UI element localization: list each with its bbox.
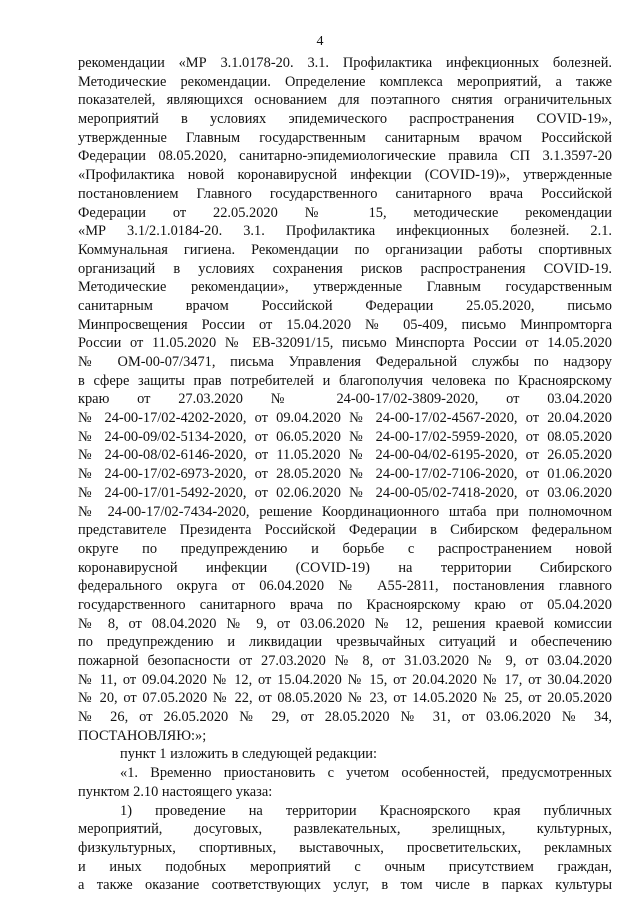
text-line: № 24-00-09/02-5134-2020, от 06.05.2020 № 24-00-17/02-5959-2020, от 08.05.2020 xyxy=(78,428,612,445)
text-line: и иных подобных мероприятий с очным присутствием граждан, xyxy=(78,858,612,875)
text-line: Коммунальная гигиена. Рекомендации по организации работы спортивных xyxy=(78,241,612,258)
text-line: мероприятий в условиях эпидемического распространения COVID-19», xyxy=(78,111,612,128)
text-line: № 8, от 08.04.2020 № 9, от 03.06.2020 № 12, решения краевой комиссии xyxy=(78,615,612,632)
text-line: федерального округа от 06.04.2020 № А55-2811, постановления главного xyxy=(78,578,612,595)
text-line: России от 11.05.2020 № ЕВ-32091/15, письмо Минспорта России от 14.05.2020 xyxy=(78,335,612,352)
text-line: «1. Временно приостановить с учетом особенностей, предусмотренных xyxy=(120,765,612,782)
text-line: организаций в условиях сохранения рисков распространения COVID-19. xyxy=(78,260,612,277)
text-line: представителе Президента Российской Федерации в Сибирском федеральном xyxy=(78,522,612,539)
text-line: округе по предупреждению и борьбе с распространением новой xyxy=(78,540,612,557)
text-line: государственного санитарного врача по Красноярскому краю от 05.04.2020 xyxy=(78,596,612,613)
document-body xyxy=(78,54,612,895)
text-line: утвержденные Главным государственным санитарным врачом Российской xyxy=(78,129,612,146)
text-line: «Профилактика новой коронавирусной инфекции (COVID-19)», утвержденные xyxy=(78,167,612,184)
text-line: рекомендации «МР 3.1.0178-20. 3.1. Профилактика инфекционных болезней. xyxy=(78,55,612,71)
text-line: пунктом 2.10 настоящего указа: xyxy=(78,783,273,800)
text-line: коронавирусной инфекции (COVID-19) на территории Сибирского xyxy=(78,559,612,576)
text-line: физкультурных, спортивных, выставочных, просветительских, рекламных xyxy=(78,839,612,856)
text-line: № 26, от 26.05.2020 № 29, от 28.05.2020 № 31, от 03.06.2020 № 34, xyxy=(78,709,612,726)
text-line: постановлением Главного государственного санитарного врача Российской xyxy=(78,185,612,202)
text-line: № 20, от 07.05.2020 № 22, от 08.05.2020 № 23, от 14.05.2020 № 25, от 20.05.2020 xyxy=(78,690,612,707)
text-line: пункт 1 изложить в следующей редакции: xyxy=(120,746,377,763)
text-line: № 24-00-17/02-7434-2020, решение Координационного штаба при полномочном xyxy=(78,503,612,520)
page-number: 4 xyxy=(316,34,324,49)
text-line: № 24-00-08/02-6146-2020, от 11.05.2020 № 24-00-04/02-6195-2020, от 26.05.2020 xyxy=(78,447,612,464)
text-line: № 11, от 09.04.2020 № 12, от 15.04.2020 № 15, от 20.04.2020 № 17, от 30.04.2020 xyxy=(78,671,612,688)
text-line: Федерации от 22.05.2020 № 15, методические рекомендации xyxy=(78,204,612,221)
text-line: «МР 3.1/2.1.0184-20. 3.1. Профилактика инфекционных болезней. 2.1. xyxy=(78,223,612,240)
text-line: в сфере защиты прав потребителей и благополучия человека по Красноярскому xyxy=(78,372,612,389)
text-line: № ОМ-00-07/3471, письма Управления Федеральной службы по надзору xyxy=(78,354,612,370)
text-line: санитарным врачом Российской Федерации 25.05.2020, письмо xyxy=(78,297,612,314)
text-line: Минпросвещения России от 15.04.2020 № 05-409, письмо Минпромторга xyxy=(78,316,612,333)
text-line: Методические рекомендации», утвержденные Главным государственным xyxy=(78,279,612,296)
text-line: № 24-00-17/02-4202-2020, от 09.04.2020 № 24-00-17/02-4567-2020, от 20.04.2020 xyxy=(78,410,612,427)
text-line: ПОСТАНОВЛЯЮ:»; xyxy=(78,727,207,744)
text-line: а также оказание соответствующих услуг, в том числе в парках культуры xyxy=(78,877,612,894)
text-line: по предупреждению и ликвидации чрезвычайных ситуаций и обеспечению xyxy=(78,634,612,651)
text-line: показателей, являющихся основанием для поэтапного снятия ограничительных xyxy=(78,92,612,109)
text-line: Федерации 08.05.2020, санитарно-эпидемиологические правила СП 3.1.3597-20 xyxy=(78,148,612,165)
text-line: № 24-00-17/01-5492-2020, от 02.06.2020 № 24-00-05/02-7418-2020, от 03.06.2020 xyxy=(78,484,612,501)
text-line: 1) проведение на территории Красноярского края публичных xyxy=(120,802,612,819)
text-line: № 24-00-17/02-6973-2020, от 28.05.2020 № 24-00-17/02-7106-2020, от 01.06.2020 xyxy=(78,466,612,483)
text-line: краю от 27.03.2020 № 24-00-17/02-3809-2020, от 03.04.2020 xyxy=(78,391,612,408)
text-line: пожарной безопасности от 27.03.2020 № 8, от 31.03.2020 № 9, от 03.04.2020 xyxy=(78,653,612,669)
text-line: Методические рекомендации. Определение комплекса мероприятий, а также xyxy=(78,73,612,90)
text-line: мероприятий, досуговых, развлекательных, зрелищных, культурных, xyxy=(78,821,612,838)
